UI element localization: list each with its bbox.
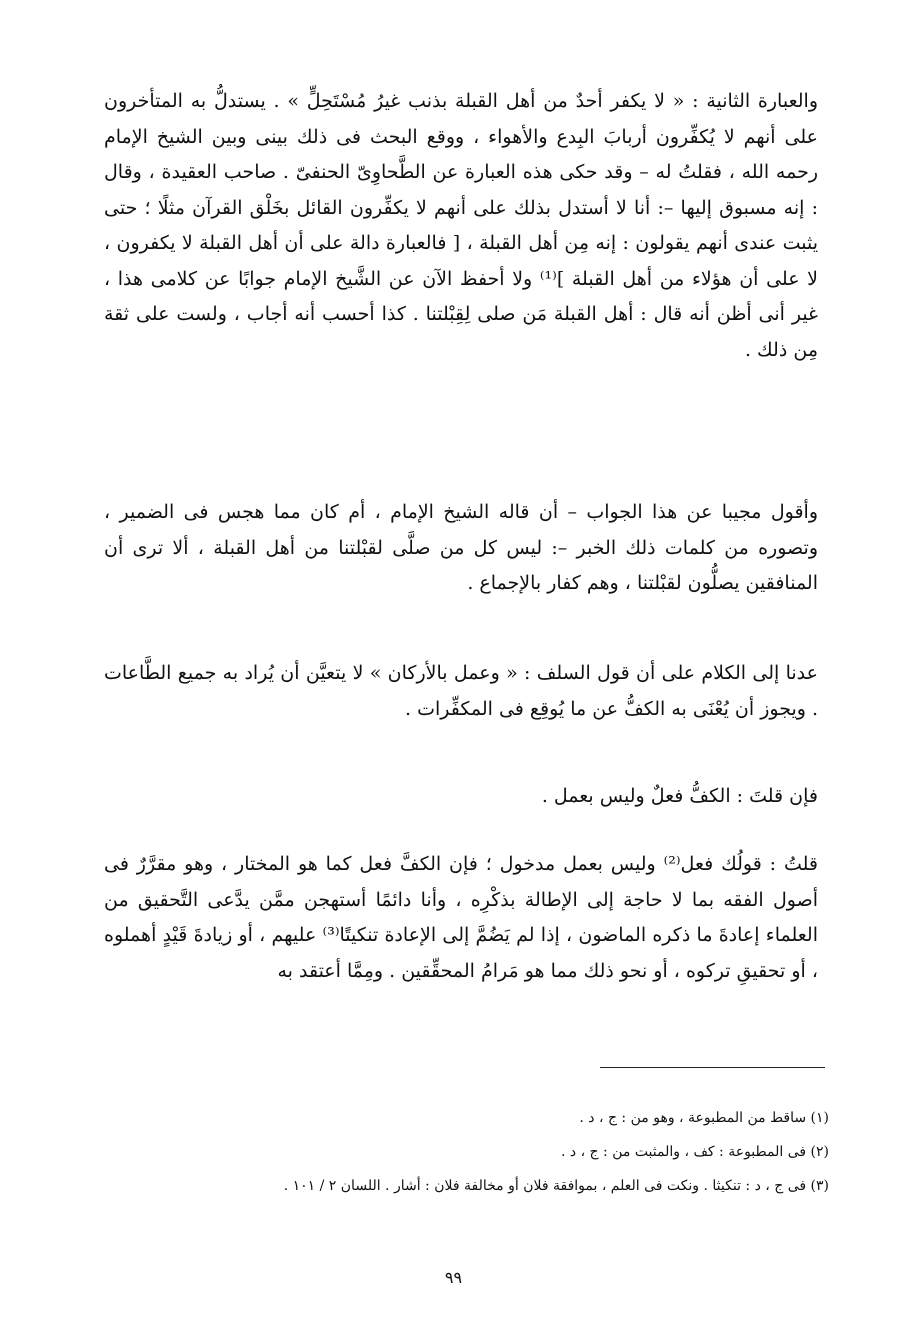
paragraph-objection: فإن قلتَ : الكفُّ فعلٌ وليس بعمل . — [541, 785, 818, 807]
footnote-2: (٢) فى المطبوعة : كف ، والمثبت من : ج ، د . — [561, 1144, 829, 1160]
page-number: ٩٩ — [444, 1268, 463, 1287]
footnote-1: (١) ساقط من المطبوعة ، وهو من : ج ، د . — [579, 1110, 829, 1126]
paragraph-second-phrase: والعبارة الثانية : « لا يكفر أحدٌ من أهل القبلة بذنب غيرُ مُسْتَحِلٍّ » . يستدلُّ به المتأخرون على أنهم لا يُكفِّرون أربابَ البِدع والأهواء ، ووقع البحث فى ذلك بينى وبين الشيخ الإمام رحمه الله ، فقلتُ له – وقد حكى هذه العبارة عن الطَّحاوِىّ الحنفىّ . صاحب العقيدة ، وقال : إنه مسبوق إليها –: أنا لا أستدل بذلك على أنهم لا يكفِّرون القائل بخَلْق القرآن مثلًا ؛ حتى يثبت عندى أنهم يقولون : إنه مِن أهل القبلة ، [ فالعبارة دالة على أن أهل القبلة لا يكفرون ، لا على أن هؤلاء من أهل القبلة ]⁽¹⁾ ولا أحفظ الآن عن الشَّيخ الإمام جوابًا عن كلامى هذا ، غير أنى أظن أنه قال : أهل القبلة مَن صلى لِقِبْلتنا . كذا أحسب أنه أجاب ، ولست على ثقة مِن ذلك . — [104, 90, 818, 361]
paragraph-reply: قلتُ : قولُك فعل⁽²⁾ وليس بعمل مدخول ؛ فإن الكفَّ فعل كما هو المختار ، وهو مقرَّرٌ فى أصول الفقه بما لا حاجة إلى الإطالة بذكْرِه ، وأنا دائمًا أستهجن ممَّن يدَّعى التَّحقيق من العلماء إعادةَ ما ذكره الماضون ، إذا لم يَضُمَّ إلى الإعادة تنكيتًا⁽³⁾ عليهم ، أو زيادةَ قَيْدٍ أهملوه ، أو تحقيقِ تركوه ، أو نحو ذلك مما هو مَرامُ المحقِّقين . ومِمَّا أعتقد به — [104, 853, 818, 982]
paragraph-salaf-saying: عدنا إلى الكلام على أن قول السلف : « وعمل بالأركان » لا يتعيَّن أن يُراد به جميع الطَّاعات . ويجوز أن يُعْنَى به الكفُّ عن ما يُوقِع فى المكفِّرات . — [104, 662, 818, 720]
footnote-separator — [600, 1067, 825, 1068]
footnotes — [104, 1101, 829, 1203]
paragraph-answer: وأقول مجيبا عن هذا الجواب – أن قاله الشيخ الإمام ، أم كان مما هجس فى الضمير ، وتصوره من كلمات ذلك الخبر –: ليس كل من صلَّى لقبْلتنا من أهل القبلة ، ألا ترى أن المنافقين يصلُّون لقبْلتنا ، وهم كفار بالإجماع . — [104, 501, 818, 594]
footnote-3: (٣) فى ج ، د : تنكيثا . ونكت فى العلم ، بموافقة فلان أو مخالفة فلان : أشار . اللسان ٢ / ١٠١ . — [283, 1178, 829, 1194]
